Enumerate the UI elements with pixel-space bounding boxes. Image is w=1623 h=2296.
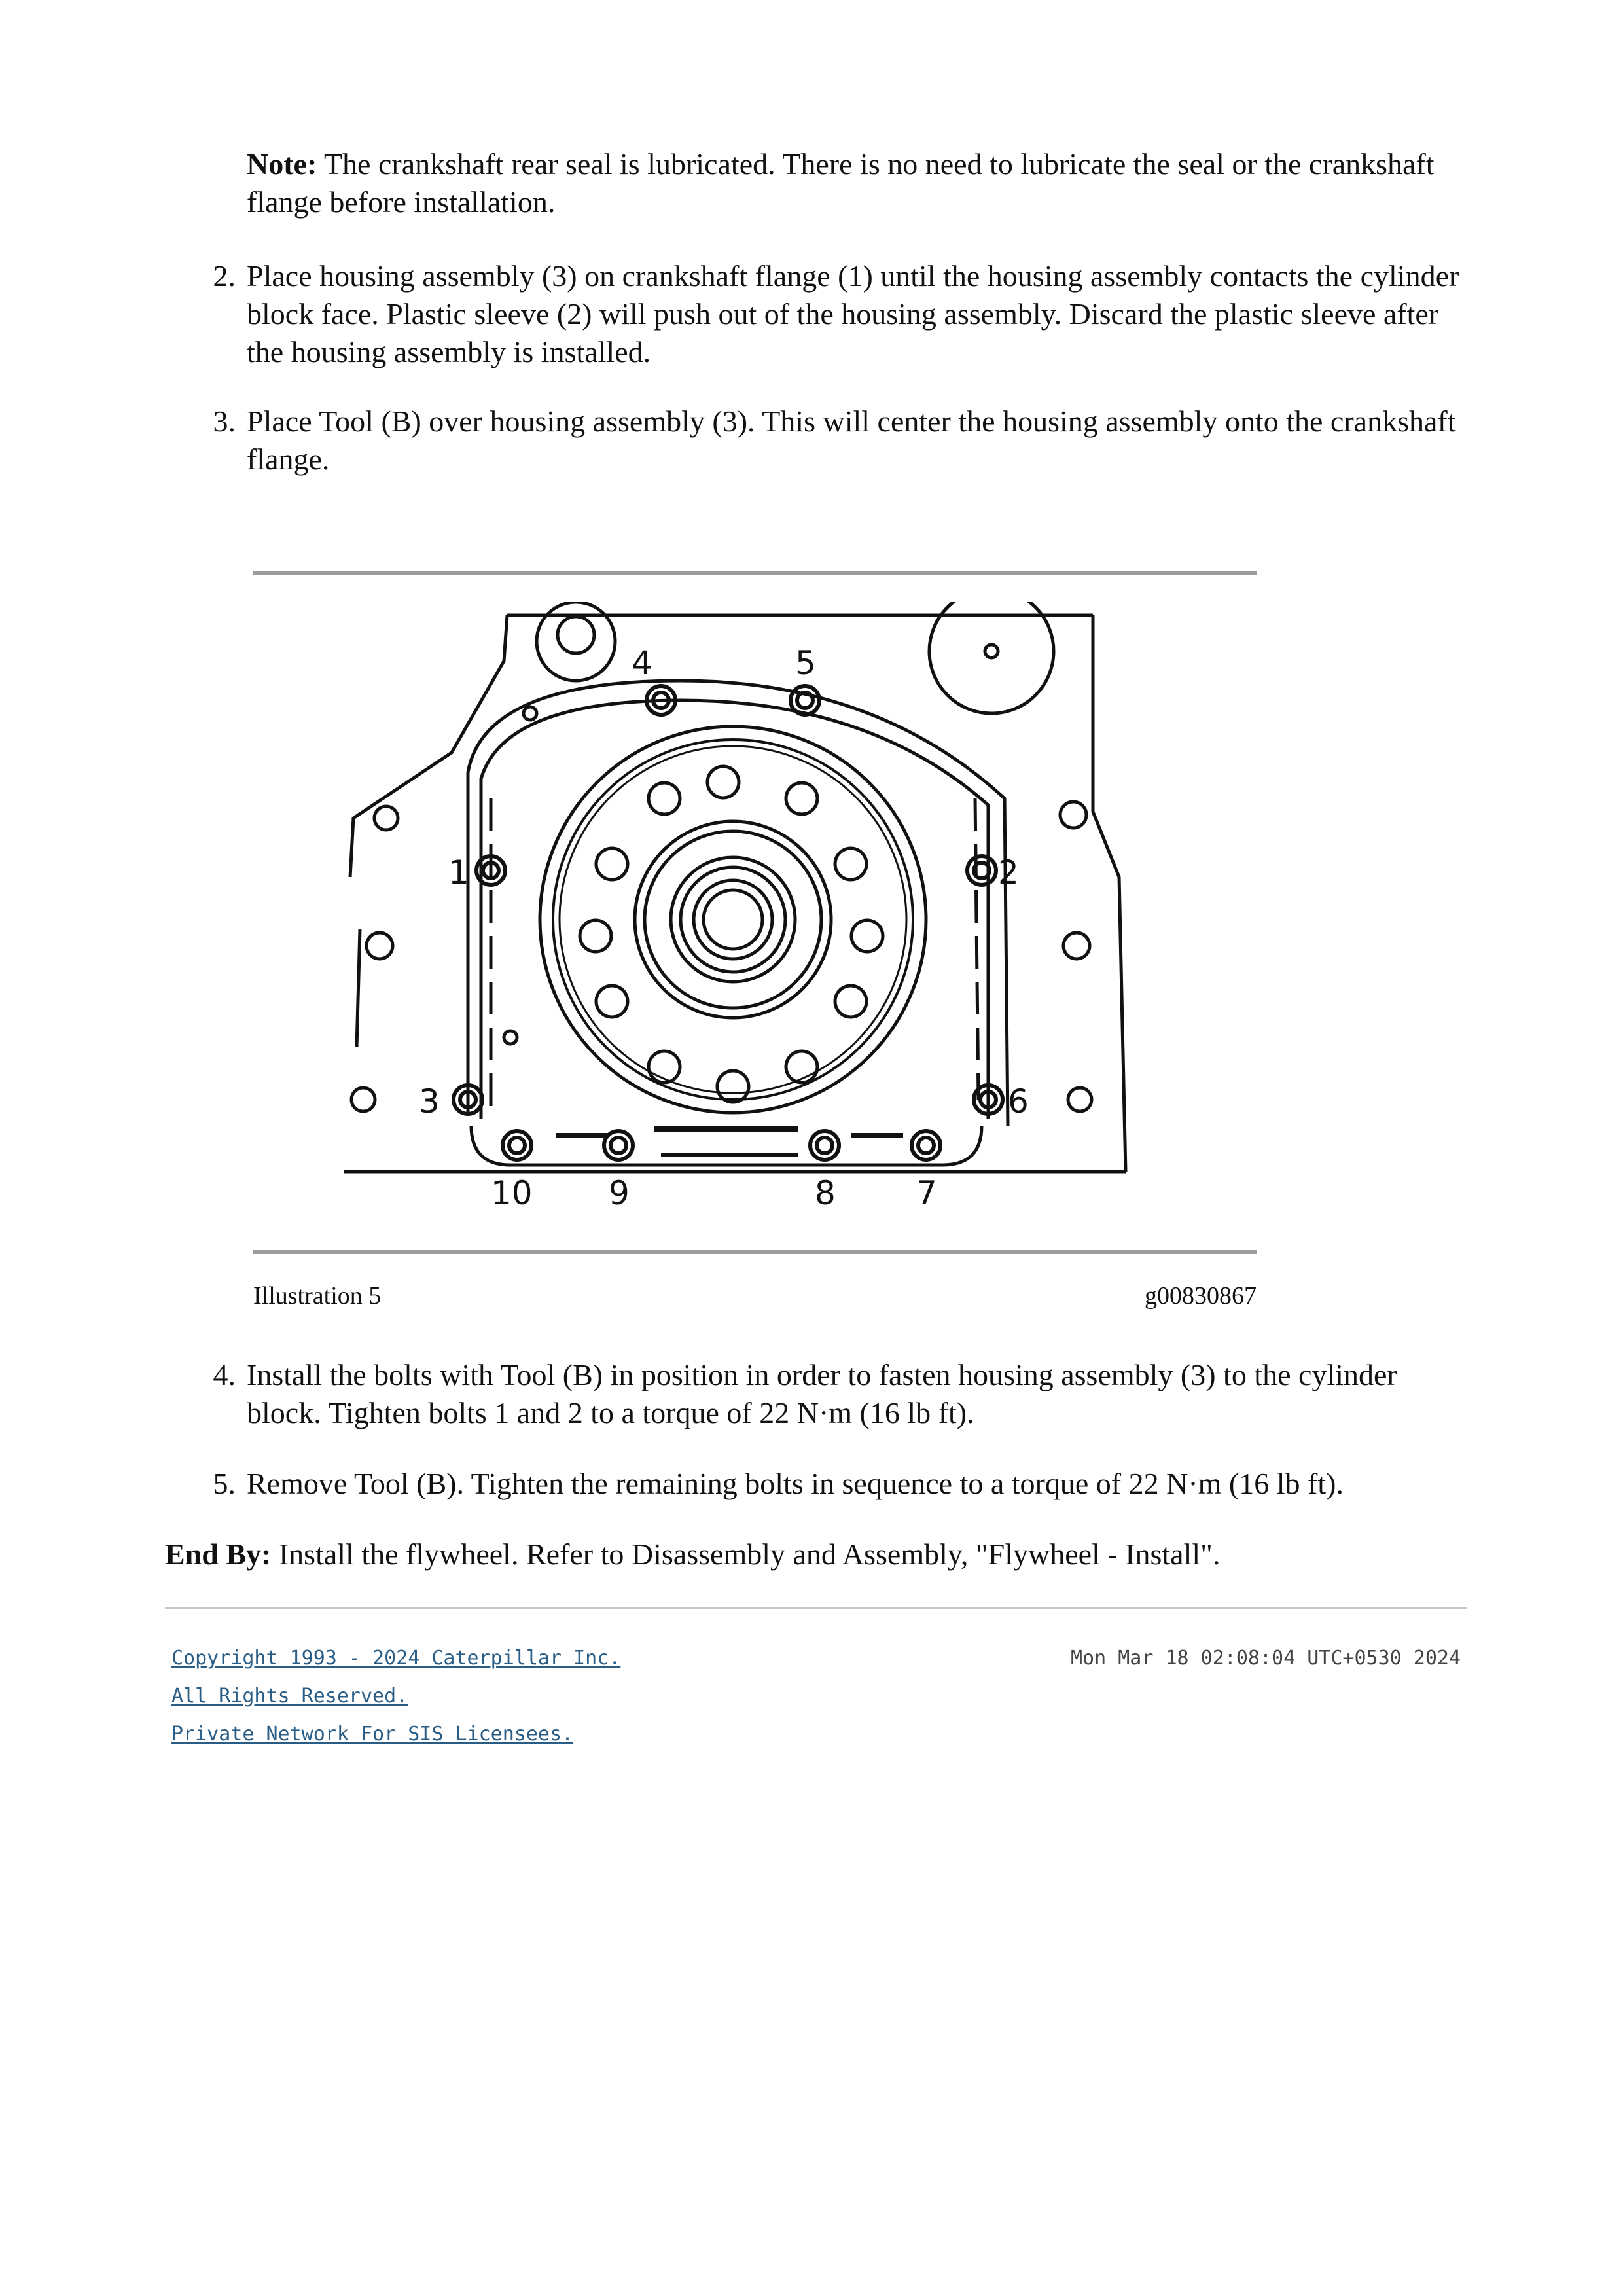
print-timestamp: Mon Mar 18 02:08:04 UTC+0530 2024	[1070, 1647, 1461, 1670]
illustration-caption: Illustration 5	[253, 1282, 382, 1310]
figure-top-rule	[253, 571, 1257, 575]
note-paragraph	[247, 145, 1477, 221]
copyright-link[interactable]: Copyright 1993 - 2024 Caterpillar Inc.	[171, 1647, 621, 1670]
rights-link[interactable]: All Rights Reserved.	[171, 1685, 408, 1708]
bolt-label-8: 8	[815, 1174, 836, 1212]
bolt-label-9: 9	[609, 1174, 630, 1212]
private-network-link[interactable]: Private Network For SIS Licensees.	[171, 1723, 574, 1746]
footer-divider	[165, 1607, 1467, 1609]
step-number: 2.	[213, 259, 236, 293]
bolt-label-3: 3	[419, 1083, 440, 1121]
bolt-label-7: 7	[916, 1174, 937, 1212]
step-text: Install the bolts with Tool (B) in position in order to fasten housing assembly (3) to the cylinder block. Tighten bolts 1 and 2 to a torque of 22 N·m (16 lb ft).	[247, 1358, 1397, 1429]
bolt-label-10: 10	[491, 1174, 533, 1212]
step-number: 5.	[213, 1467, 236, 1500]
bolt-label-6: 6	[1008, 1083, 1029, 1121]
bolt-label-2: 2	[998, 853, 1019, 891]
figure-bottom-rule	[253, 1250, 1257, 1254]
illustration-id: g00830867	[1145, 1282, 1257, 1310]
step-number: 4.	[213, 1358, 236, 1391]
step-text: Place Tool (B) over housing assembly (3). This will center the housing assembly onto the crankshaft flange.	[247, 404, 1456, 476]
end-by-paragraph	[165, 1535, 1474, 1573]
note-text: The crankshaft rear seal is lubricated. There is no need to lubricate the seal or the crankshaft flange before installation.	[247, 147, 1435, 219]
bolt-label-5: 5	[795, 644, 816, 682]
bolt-label-1: 1	[448, 853, 469, 891]
step-text: Place housing assembly (3) on crankshaft flange (1) until the housing assembly contacts the cylinder block face. Plastic sleeve (2) will push out of the housing assembly. Discard the plastic sleeve after the housing assembly is installed.	[247, 259, 1459, 368]
end-by-label: End By:	[165, 1537, 272, 1571]
note-label: Note:	[247, 147, 317, 181]
illustration-rear-seal-housing	[314, 602, 1165, 1224]
end-by-text: Install the flywheel. Refer to Disassembly and Assembly, "Flywheel - Install".	[271, 1537, 1221, 1571]
step-number: 3.	[213, 404, 236, 438]
bolt-label-4: 4	[632, 644, 652, 682]
step-text: Remove Tool (B). Tighten the remaining bolts in sequence to a torque of 22 N·m (16 lb ft).	[247, 1467, 1344, 1500]
